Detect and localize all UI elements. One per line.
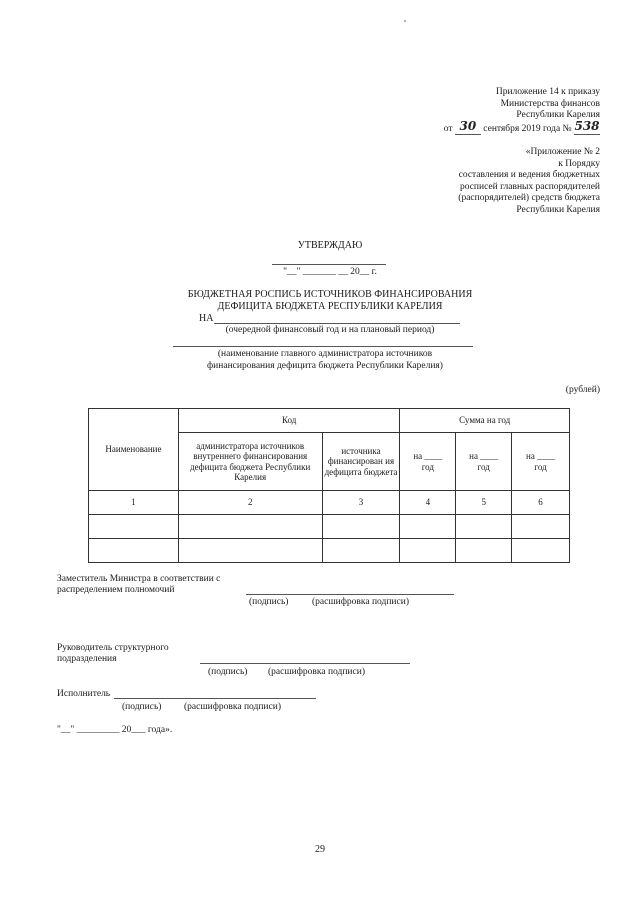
- year-1-bottom: год: [421, 461, 434, 472]
- empty-cell[interactable]: [178, 539, 322, 563]
- empty-cell[interactable]: [456, 539, 512, 563]
- header-block: [340, 87, 600, 136]
- header-year-3: [512, 433, 570, 491]
- table-row: [89, 515, 570, 539]
- empty-cell[interactable]: [512, 539, 570, 563]
- appendix-line-3: составления и ведения бюджетных: [458, 170, 600, 180]
- empty-cell[interactable]: [512, 515, 570, 539]
- empty-cell[interactable]: [322, 515, 400, 539]
- deputy-line-2: распределением полномочий: [57, 585, 175, 595]
- head-signature-line[interactable]: [200, 663, 410, 664]
- empty-cell[interactable]: [400, 515, 456, 539]
- col-number-6: 6: [512, 491, 570, 515]
- header-name: Наименование: [89, 409, 179, 491]
- doc-title-1: БЮДЖЕТНАЯ РОСПИСЬ ИСТОЧНИКОВ ФИНАНСИРОВАНИЯ: [187, 289, 473, 300]
- executor-decode-caption: (расшифровка подписи): [184, 702, 281, 712]
- approval-signature-line: [272, 264, 386, 265]
- year-2-top: на ____: [469, 451, 499, 461]
- header-source-code: источника финансирован ия дефицита бюджета: [322, 433, 400, 491]
- col-number-5: 5: [456, 491, 512, 515]
- col-number-4: 4: [400, 491, 456, 515]
- period-line: [214, 323, 460, 324]
- empty-cell[interactable]: [89, 515, 179, 539]
- header-date-line: [340, 118, 600, 137]
- deputy-signature-line[interactable]: [246, 594, 454, 595]
- admin-line: [173, 346, 473, 347]
- header-code: Код: [178, 409, 400, 433]
- scan-artifact: [404, 20, 406, 22]
- header-line-2: Министерства финансов: [500, 98, 600, 109]
- header-admin-code: администратора источников внутреннего финансирования дефицита бюджета Республики Карелия: [178, 433, 322, 491]
- col-number-1: 1: [89, 491, 179, 515]
- appendix-line-5: (распорядителей) средств бюджета: [458, 193, 600, 203]
- header-year-1: [400, 433, 456, 491]
- col-number-2: 2: [178, 491, 322, 515]
- empty-cell[interactable]: [400, 539, 456, 563]
- units-label: (рублей): [565, 385, 600, 395]
- empty-cell[interactable]: [456, 515, 512, 539]
- header-line-3: Республики Карелия: [516, 110, 600, 120]
- empty-cell[interactable]: [322, 539, 400, 563]
- budget-table: [88, 408, 570, 563]
- date-prefix: от: [443, 123, 453, 134]
- head-sign-caption: (подпись): [208, 667, 248, 677]
- year-3-bottom: год: [534, 461, 547, 472]
- header-year-2: [456, 433, 512, 491]
- empty-cell[interactable]: [178, 515, 322, 539]
- empty-cell[interactable]: [89, 539, 179, 563]
- table-row: [89, 539, 570, 563]
- appendix-line-1: «Приложение № 2: [525, 147, 600, 157]
- appendix-line-2: к Порядку: [558, 158, 600, 169]
- period-caption: (очередной финансовый год и на плановый период): [225, 325, 435, 335]
- on-label: НА: [199, 313, 214, 324]
- deputy-sign-caption: (подпись): [249, 597, 289, 607]
- final-date: "__" _________ 20___ года».: [57, 725, 173, 735]
- doc-title-2: ДЕФИЦИТА БЮДЖЕТА РЕСПУБЛИКИ КАРЕЛИЯ: [217, 301, 443, 312]
- head-line-2: подразделения: [57, 654, 117, 664]
- date-number-field: [574, 118, 600, 136]
- col-number-3: 3: [322, 491, 400, 515]
- page-number: 29: [315, 844, 325, 855]
- deputy-line-1: Заместитель Министра в соответствии с: [57, 574, 221, 584]
- deputy-decode-caption: (расшифровка подписи): [312, 597, 409, 607]
- approval-title: УТВЕРЖДАЮ: [297, 240, 363, 251]
- approval-date: "__" _______ __ 20__ г.: [283, 267, 377, 277]
- admin-caption-1: (наименование главного администратора источников: [217, 349, 433, 359]
- date-day-field: [455, 118, 481, 136]
- executor-signature-line[interactable]: [114, 698, 316, 699]
- date-number-handwritten: 538: [574, 118, 600, 133]
- head-decode-caption: (расшифровка подписи): [268, 667, 365, 677]
- header-line-1: Приложение 14 к приказу: [495, 87, 600, 97]
- date-day-handwritten: 30: [459, 118, 477, 133]
- head-line-1: Руководитель структурного: [57, 643, 169, 653]
- appendix-line-6: Республики Карелия: [516, 204, 600, 215]
- executor-label: Исполнитель: [57, 689, 111, 699]
- year-2-bottom: год: [477, 461, 490, 472]
- year-3-top: на ____: [526, 451, 556, 461]
- header-sum: Сумма на год: [400, 409, 570, 433]
- year-1-top: на ____: [413, 451, 443, 461]
- executor-sign-caption: (подпись): [122, 702, 162, 712]
- admin-caption-2: финансирования дефицита бюджета Республики Карелия): [207, 361, 443, 371]
- appendix-line-4: росписей главных распорядителей: [459, 181, 600, 192]
- appendix-block: [340, 147, 600, 216]
- date-mid: сентября 2019 года №: [483, 123, 572, 134]
